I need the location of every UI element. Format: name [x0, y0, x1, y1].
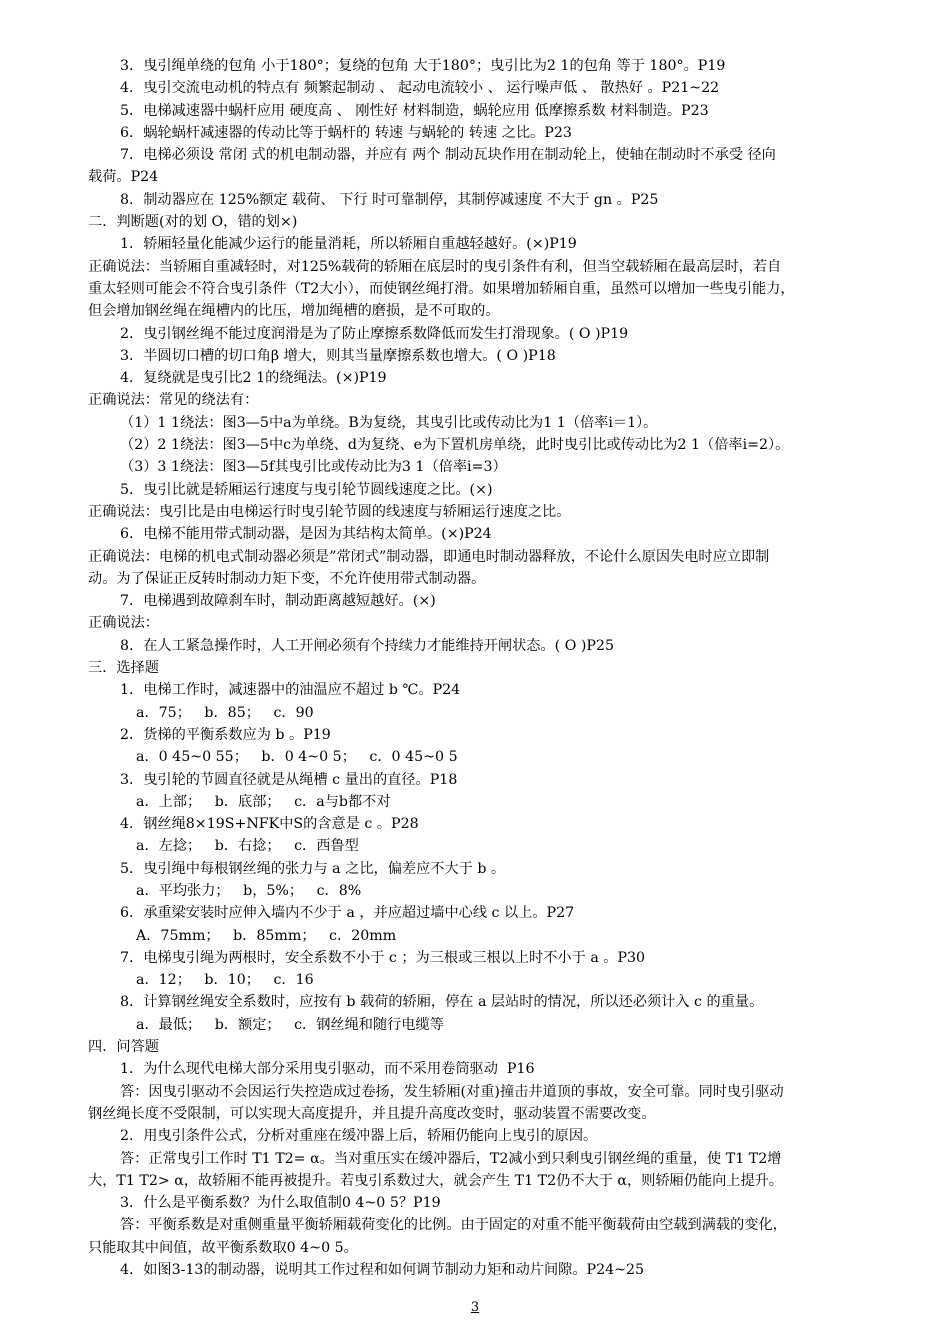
text-line: 正确说法：常见的绕法有： [88, 392, 259, 409]
text-line: （1）1 1绕法：图3—5中a为单绕。B为复绕，其曳引比或传动比为1 1（倍率i＝1）。 [120, 414, 658, 431]
text-line: （3）3 1绕法：图3—5f其曳引比或传动比为3 1（倍率i=3） [120, 459, 507, 476]
text-line: 四．问答题 [88, 1039, 159, 1056]
text-line: 正确说法： [88, 615, 159, 632]
text-line: 但会增加钢丝绳在绳槽内的比压，增加绳槽的磨损，是不可取的。 [88, 303, 500, 320]
text-line: a．上部； b．底部； c．a与b都不对 [136, 793, 391, 810]
text-line: 1．轿厢轻量化能减少运行的能量消耗，所以轿厢自重越轻越好。(×)P19 [120, 236, 577, 253]
text-line: 正确说法：当轿厢自重减轻时，对125%载荷的轿厢在底层时的曳引条件有利，但当空载轿厢在最高层时，若自 [88, 258, 782, 275]
text-line: 8．制动器应在 125%额定 载荷、 下行 时可靠制停，其制停减速度 不大于 gn 。P25 [120, 191, 659, 208]
text-line: 1．电梯工作时，减速器中的油温应不超过 b ℃。P24 [120, 682, 461, 699]
text-line: 钢丝绳长度不受限制，可以实现大高度提升，并且提升高度改变时，驱动装置不需要改变。 [88, 1105, 656, 1122]
text-line: 8．计算钢丝绳安全系数时，应按有 b 载荷的轿厢，停在 a 层站时的情况，所以还必须计入 c 的重量。 [120, 994, 764, 1011]
text-line: 1．为什么现代电梯大部分采用曳引驱动，而不采用卷筒驱动 P16 [120, 1061, 535, 1078]
text-line: 4．如图3-13的制动器，说明其工作过程和如何调节制动力矩和动片间隙。P24~25 [120, 1262, 645, 1279]
text-line: 5．曳引比就是轿厢运行速度与曳引轮节圆线速度之比。(×) [120, 481, 493, 498]
text-line: a．75； b．85； c．90 [136, 704, 314, 721]
text-line: 答：平衡系数是对重侧重量平衡轿厢载荷变化的比例。由于固定的对重不能平衡载荷由空载到满载的变化， [120, 1217, 787, 1234]
text-line: 正确说法：电梯的机电式制动器必须是”常闭式”制动器，即通电时制动器释放，不论什么原因失电时应立即制 [88, 548, 770, 565]
text-line: 6．承重梁安装时应伸入墙内不少于 a ，并应超过墙中心线 c 以上。P27 [120, 905, 575, 922]
text-line: 3．什么是平衡系数？为什么取值制0 4~0 5？P19 [120, 1195, 441, 1212]
text-line: 7．电梯必须设 常闭 式的机电制动器，并应有 两个 制动瓦块作用在制动轮上，使轴在制动时不承受 径向 [120, 147, 776, 164]
text-line: 正确说法：曳引比是由电梯运行时曳引轮节圆的线速度与轿厢运行速度之比。 [88, 503, 571, 520]
text-line: 7．电梯遇到故障刹车时，制动距离越短越好。(×) [120, 593, 436, 610]
text-line: 5．曳引绳中每根钢丝绳的张力与 a 之比，偏差应不大于 b 。 [120, 860, 506, 877]
page-number: 3 [470, 1300, 480, 1315]
text-line: 载荷。P24 [88, 169, 159, 186]
text-line: 5．电梯减速器中蜗杆应用 硬度高 、 刚性好 材料制造，蜗轮应用 低摩擦系数 材料制造。P23 [120, 102, 709, 119]
text-line: 二．判断题(对的划 O，错的划×) [88, 214, 298, 231]
text-line: 2．曳引钢丝绳不能过度润滑是为了防止摩擦系数降低而发生打滑现象。( O )P19 [120, 325, 629, 342]
text-line: 6．蜗轮蜗杆减速器的传动比等于蜗杆的 转速 与蜗轮的 转速 之比。P23 [120, 124, 572, 141]
text-line: A．75mm； b．85mm； c．20mm [136, 927, 397, 944]
text-line: a．12； b．10； c．16 [136, 972, 314, 989]
text-line: 4．曳引交流电动机的特点有 频繁起制动 、 起动电流较小 、 运行噪声低 、 散热好 。P21~22 [120, 80, 720, 97]
text-line: 4．复绕就是曳引比2 1的绕绳法。(×)P19 [120, 370, 387, 387]
text-line: 大，T1 T2> α，故轿厢不能再被提升。若曳引系数过大，就会产生 T1 T2仍不大于 α，则轿厢仍能向上提升。 [88, 1172, 784, 1189]
text-line: a．左捻； b．右捻； c．西鲁型 [136, 838, 359, 855]
text-line: 3．曳引轮的节圆直径就是从绳槽 c 量出的直径。P18 [120, 771, 458, 788]
text-line: a．0 45~0 55； b．0 4~0 5； c．0 45~0 5 [136, 749, 458, 766]
text-line: 2．用曳引条件公式，分析对重座在缓冲器上后，轿厢仍能向上曳引的原因。 [120, 1128, 598, 1145]
text-line: 只能取其中间值，故平衡系数取0 4~0 5。 [88, 1239, 358, 1256]
text-line: 6．电梯不能用带式制动器，是因为其结构太简单。(×)P24 [120, 526, 492, 543]
text-line: 答：因曳引驱动不会因运行失控造成过卷扬，发生轿厢(对重)撞击井道顶的事故，安全可靠。同时曳引驱动 [120, 1083, 784, 1100]
text-line: 答：正常曳引工作时 T1 T2= α。当对重压实在缓冲器后，T2减小到只剩曳引钢丝绳的重量，使 T1 T2增 [120, 1150, 782, 1167]
text-line: 动。为了保证正反转时制动力矩下变，不允许使用带式制动器。 [88, 570, 486, 587]
text-line: 2．货梯的平衡系数应为 b 。P19 [120, 726, 331, 743]
text-line: 三．选择题 [88, 660, 159, 677]
document-body [88, 55, 908, 1281]
text-line: （2）2 1绕法：图3—5中c为单绕、d为复绕、e为下置机房单绕，此时曳引比或传动比为2 1（倍率i=2）。 [120, 437, 790, 454]
text-line: 7．电梯曳引绳为两根时，安全系数不小于 c ；为三根或三根以上时不小于 a 。P30 [120, 949, 646, 966]
text-line: 3．半圆切口槽的切口角β 增大，则其当量摩擦系数也增大。( O )P18 [120, 347, 556, 364]
text-line: 3．曳引绳单绕的包角 小于180°；复绕的包角 大于180°；曳引比为2 1的包角 等于 180°。P19 [120, 58, 726, 74]
text-line: 重太轻则可能会不符合曳引条件（T2大小），而使钢丝绳打滑。如果增加轿厢自重，虽然可以增加一些曳引能力， [88, 280, 795, 297]
text-line: a．平均张力； b，5%； c．8% [136, 882, 362, 899]
text-line: a．最低； b．额定； c．钢丝绳和随行电缆等 [136, 1016, 444, 1033]
text-line: 4．钢丝绳8×19S+NFK中S的含意是 c 。P28 [120, 816, 419, 833]
text-line: 8．在人工紧急操作时，人工开闸必须有个持续力才能维持开闸状态。( O )P25 [120, 637, 614, 654]
